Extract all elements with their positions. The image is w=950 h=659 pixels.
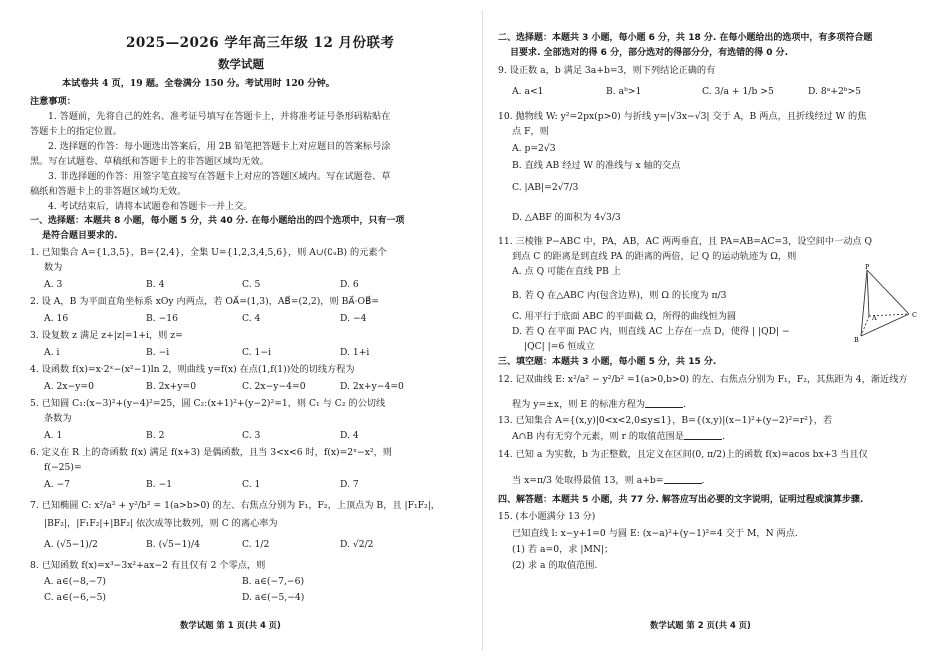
notice-3b: 稿纸和答题卡上的非答题区域均无效。 [30,186,187,197]
q2-option-a: A. 16 [44,313,69,324]
q3-option-b: B. −i [146,347,170,358]
q1-option-b: B. 4 [146,279,165,290]
q5-option-c: C. 3 [242,430,261,441]
q7-option-d: D. √2/2 [340,539,374,550]
q9-option-a: A. a<1 [512,86,544,97]
q10-option-a: A. p=2√3 [512,143,556,154]
section1-heading-b: 是符合题目要求的. [42,231,118,241]
q10-stem-a: 10. 抛物线 W: y²=2px(p>0) 与折线 y=|√3x−√3| 交于 A，B 两点，且折线经过 W 的焦 [498,111,867,122]
q10-option-d: D. △ABF 的面积为 4√3/3 [512,212,621,223]
q3-option-d: D. 1+i [340,347,370,358]
q10-stem-b: 点 F，则 [512,126,549,137]
label-b: B [854,336,859,344]
q9-option-d: D. 8ᵃ+2ᵇ>5 [808,86,862,97]
q8-option-a: A. a∈(−8,−7) [44,576,106,587]
q4-option-a: A. 2x−y=0 [44,381,94,392]
q12-stem-b-line: 程为 y=±x，则 E 的标准方程为 . [512,399,687,410]
q8-option-c: C. a∈(−6,−5) [44,592,106,603]
q2-option-b: B. −16 [146,313,178,324]
q14-stem-a: 14. 已知 a 为实数，b 为正整数，且定义在区间(0, π/2)上的函数 f(x)=acos bx+3 当且仅 [498,449,868,460]
notice-heading: 注意事项： [30,96,76,107]
exam-title: 2025—2026 学年高三年级 12 月份联考 [126,35,395,51]
page-divider [482,10,483,650]
page-footer-left: 数学试题 第 1 页(共 4 页) [180,620,281,630]
q7-option-a: A. (√5−1)/2 [44,539,98,550]
q2-option-d: D. −4 [340,313,367,324]
q15-part-1: (1) 若 a=0，求 |MN|； [512,544,614,555]
q14-stem-b: 当 x=π/3 处取得最值 13，则 a+b= [512,475,664,486]
q5-stem-b: 条数为 [44,413,72,424]
q9-option-c: C. 3/a + 1/b >5 [702,86,774,97]
q2-stem: 2. 设 A，B 为平面直角坐标系 xOy 内两点，若 OA⃗=(1,3)，AB⃗=(2,2)，则 BA⃗·OB⃗= [30,296,380,307]
q6-option-a: A. −7 [44,479,71,490]
q13-stem-b-line: A∩B 内有无穷个元素，则 r 的取值范围是 . [512,431,725,442]
exam-info: 本试卷共 4 页，19 题。全卷满分 150 分。考试用时 120 分钟。 [62,78,335,89]
edge-pb [861,270,867,336]
q4-option-d: D. 2x+y−4=0 [340,381,404,392]
left-page [30,0,472,659]
q5-stem-a: 5. 已知圆 C₁:(x−3)²+(y−4)²=25，圆 C₂:(x+1)²+(y−2)²=1，则 C₁ 与 C₂ 的公切线 [30,398,386,409]
q14-answer-blank [664,474,702,484]
q13-answer-blank [684,430,722,440]
q12-stem-b: 程为 y=±x，则 E 的标准方程为 [512,399,646,410]
q7-stem-b: |BF₂|，|F₁F₂|+|BF₂| 依次成等比数列，则 C 的离心率为 [44,518,278,529]
q4-option-c: C. 2x−y−4=0 [242,381,306,392]
subject-title: 数学试题 [218,57,264,71]
q6-stem-b: f(−25)= [44,462,82,473]
label-a: A [872,314,877,322]
q12-answer-blank [645,398,683,408]
notice-1a: 1. 答题前，先将自己的姓名、准考证号填写在答题卡上，并将准考证号条形码粘贴在 [48,111,391,122]
section2-heading-b: 目要求. 全部选对的得 6 分，部分选对的得部分分，有选错的得 0 分. [510,48,789,58]
section3-heading: 三、填空题：本题共 3 小题，每小题 5 分，共 15 分. [498,357,717,367]
q11-option-d1: D. 若 Q 在平面 PAC 内，则直线 AC 上存在一点 D，使得 | |QD| − [512,326,790,337]
q9-option-b: B. aᵇ>1 [606,86,642,97]
label-p: P [865,263,870,271]
q14-stem-b-line: 当 x=π/3 处取得最值 13，则 a+b= . [512,475,705,486]
q15-stem: 已知直线 l: x−y+1=0 与圆 E: (x−a)²+(y−1)²=4 交于 M，N 两点. [512,528,798,539]
q15-heading: 15. (本小题满分 13 分) [498,511,596,522]
q7-option-b: B. (√5−1)/4 [146,539,200,550]
q4-option-b: B. 2x+y=0 [146,381,197,392]
q10-option-b: B. 直线 AB 经过 W 的准线与 x 轴的交点 [512,160,681,171]
notice-2a: 2. 选择题的作答：每小题选出答案后，用 2B 铅笔把答题卡上对应题目的答案标号涂 [48,141,391,152]
q11-option-b: B. 若 Q 在△ABC 内(包含边界)，则 Ω 的长度为 π/3 [512,290,727,301]
q3-option-a: A. i [44,347,60,358]
q1-option-d: D. 6 [340,279,359,290]
page-footer-right: 数学试题 第 2 页(共 4 页) [650,620,751,630]
q11-option-c: C. 用平行于底面 ABC 的平面截 Ω，所得的曲线恒为圆 [512,311,737,322]
q11-stem-a: 11. 三棱锥 P−ABC 中，PA，AB，AC 两两垂直，且 PA=AB=AC=3，设空间中一动点 Q [498,236,873,247]
section4-heading: 四、解答题：本题共 5 小题，共 77 分. 解答应写出必要的文字说明，证明过程或演算步骤. [498,495,864,505]
q8-option-d: D. a∈(−5,−4) [242,592,305,603]
q11-option-d2: |QC| |=6 恒成立 [524,341,595,352]
q5-option-b: B. 2 [146,430,165,441]
q1-option-a: A. 3 [44,279,63,290]
q7-stem-a: 7. 已知椭圆 C: x²/a² + y²/b² = 1(a>b>0) 的左、右焦点分别为 F₁，F₂，上顶点为 B，且 |F₁F₂|， [30,500,440,511]
q1-stem-a: 1. 已知集合 A={1,3,5}，B={2,4}，全集 U={1,2,3,4,5,6}，则 A∪(∁ᵤB) 的元素个 [30,247,387,258]
q6-option-c: C. 1 [242,479,261,490]
right-page [498,0,928,659]
q6-stem-a: 6. 定义在 R 上的奇函数 f(x) 满足 f(x+3) 是偶函数，且当 3<x<6 时，f(x)=2ˣ−x²，则 [30,447,392,458]
q3-stem: 3. 设复数 z 满足 z+|z|=1+i，则 z= [30,330,183,341]
pyramid-figure [853,262,921,344]
edge-pc [867,270,909,314]
q8-option-b: B. a∈(−7,−6) [242,576,305,587]
q5-option-d: D. 4 [340,430,359,441]
notice-2b: 黑。写在试题卷、草稿纸和答题卡上的非答题区域均无效。 [30,156,269,167]
q13-stem-a: 13. 已知集合 A={(x,y)|0<x<2,0≤y≤1}，B={(x,y)|(x−1)²+(y−2)²=r²}，若 [498,415,833,426]
notice-4: 4. 考试结束后，请将本试题卷和答题卡一并上交。 [48,201,253,212]
q6-option-b: B. −1 [146,479,173,490]
q1-stem-b: 数为 [44,262,63,273]
q7-option-c: C. 1/2 [242,539,270,550]
label-c: C [912,311,917,319]
q1-option-c: C. 5 [242,279,261,290]
q13-stem-b: A∩B 内有无穷个元素，则 r 的取值范围是 [512,431,685,442]
edge-pa [867,270,869,316]
q15-part-2: (2) 求 a 的取值范围. [512,560,598,571]
q2-option-c: C. 4 [242,313,261,324]
q11-stem-b: 到点 C 的距离是到直线 PA 的距离的两倍，记 Q 的运动轨迹为 Ω，则 [512,251,797,262]
notice-3a: 3. 非选择题的作答：用签字笔直接写在答题卡上对应的答题区域内。写在试题卷、草 [48,171,391,182]
q4-stem: 4. 设函数 f(x)=x·2ˣ−(x²−1)ln 2，则曲线 y=f(x) 在点(1,f(1))处的切线方程为 [30,364,355,375]
notice-1b: 答题卡上的指定位置。 [30,126,122,137]
q9-stem: 9. 设正数 a，b 满足 3a+b=3，则下列结论正确的有 [498,65,716,76]
q12-stem-a: 12. 记双曲线 E: x²/a² − y²/b² =1(a>0,b>0) 的左、右焦点分别为 F₁，F₂，其焦距为 4，渐近线方 [498,374,908,385]
q11-option-a: A. 点 Q 可能在直线 PB 上 [512,266,621,277]
q6-option-d: D. 7 [340,479,359,490]
q5-option-a: A. 1 [44,430,63,441]
q10-option-c: C. |AB|=2√7/3 [512,182,579,193]
section2-heading-a: 二、选择题：本题共 3 小题，每小题 6 分，共 18 分. 在每小题给出的选项中，有多项符合题 [498,33,873,43]
section1-heading-a: 一、选择题：本题共 8 小题，每小题 5 分，共 40 分. 在每小题给出的四个选项中，只有一项 [30,216,405,226]
q8-stem: 8. 已知函数 f(x)=x³−3x²+ax−2 有且仅有 2 个零点，则 [30,560,266,571]
q3-option-c: C. 1−i [242,347,272,358]
